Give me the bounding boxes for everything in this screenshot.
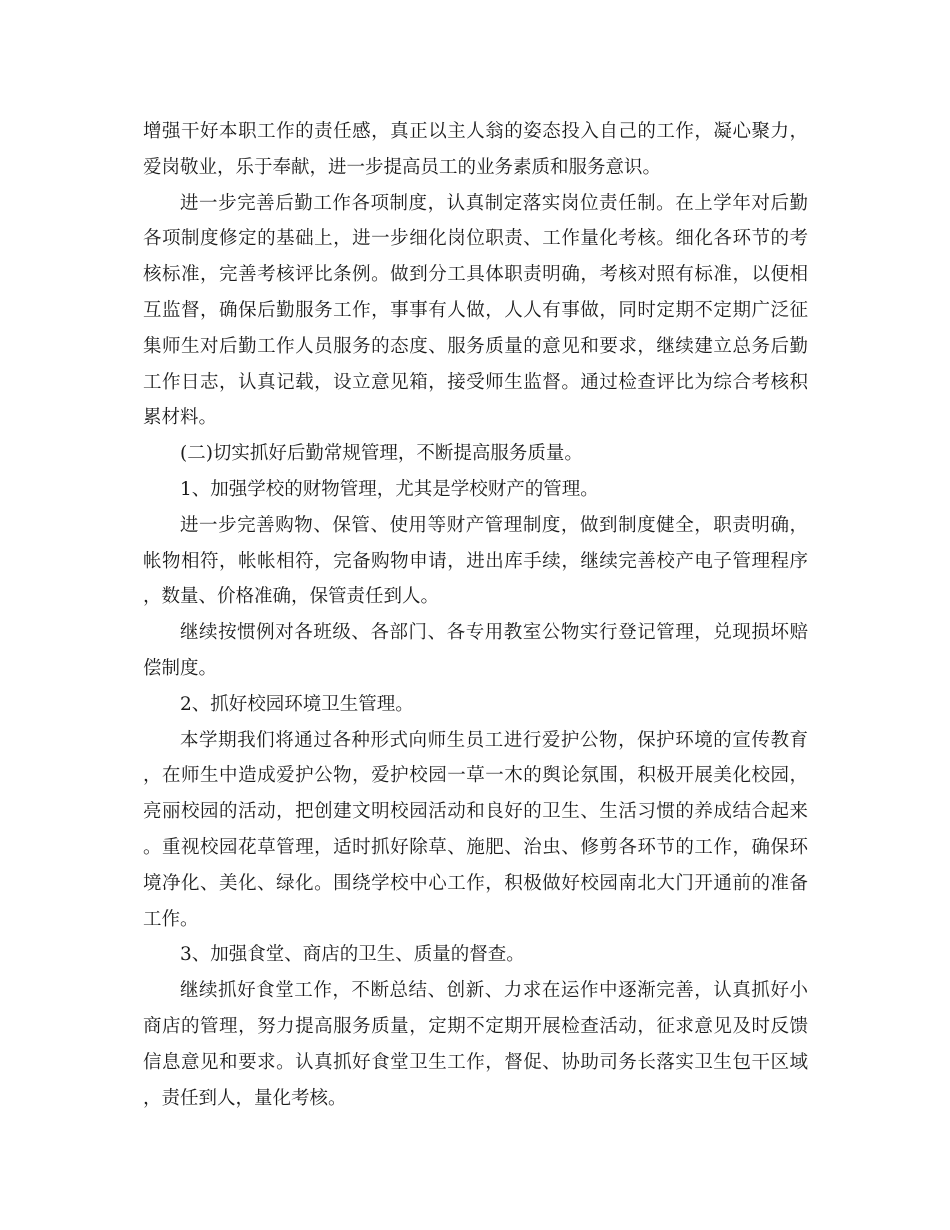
document-body	[143, 114, 808, 1116]
paragraph-4: 继续按惯例对各班级、各部门、各专用教室公物实行登记管理，兑现损坏赔偿制度。	[143, 622, 808, 679]
subheading-2: 2、抓好校园环境卫生管理。	[180, 693, 414, 715]
paragraph-6: 继续抓好食堂工作，不断总结、创新、力求在运作中逐渐完善，认真抓好小商店的管理，努力提高服务质量，定期不定期开展检查活动，征求意见及时反馈信息意见和要求。认真抓好食堂卫生工作，督促、协助司务长落实卫生包干区域，责任到人，量化考核。	[143, 980, 808, 1109]
paragraph-3: 进一步完善购物、保管、使用等财产管理制度，做到制度健全，职责明确，帐物相符，帐帐相符，完备购物申请，进出库手续，继续完善校产电子管理程序，数量、价格准确，保管责任到人。	[143, 514, 808, 608]
paragraph-2: 进一步完善后勤工作各项制度，认真制定落实岗位责任制。在上学年对后勤各项制度修定的基础上，进一步细化岗位职责、工作量化考核。细化各环节的考核标准，完善考核评比条例。做到分工具体职责明确，考核对照有标准，以便相互监督，确保后勤服务工作，事事有人做，人人有事做，同时定期不定期广泛征集师生对后勤工作人员服务的态度、服务质量的意见和要求，继续建立总务后勤工作日志，认真记载，设立意见箱，接受师生监督。通过检查评比为综合考核积累材料。	[143, 192, 808, 429]
paragraph-5: 本学期我们将通过各种形式向师生员工进行爱护公物，保护环境的宣传教育，在师生中造成爱护公物，爱护校园一草一木的舆论氛围，积极开展美化校园，亮丽校园的活动，把创建文明校园活动和良好的卫生、生活习惯的养成结合起来。重视校园花草管理，适时抓好除草、施肥、治虫、修剪各环节的工作，确保环境净化、美化、绿化。围绕学校中心工作，积极做好校园南北大门开通前的准备工作。	[143, 729, 808, 930]
section-heading-2: (二)切实抓好后勤常规管理，不断提高服务质量。	[180, 443, 583, 465]
subheading-3: 3、加强食堂、商店的卫生、质量的督查。	[180, 944, 525, 966]
subheading-1: 1、加强学校的财物管理，尤其是学校财产的管理。	[180, 478, 599, 500]
paragraph-1: 增强干好本职工作的责任感，真正以主人翁的姿态投入自己的工作，凝心聚力，爱岗敬业，乐于奉献，进一步提高员工的业务素质和服务意识。	[143, 121, 808, 178]
